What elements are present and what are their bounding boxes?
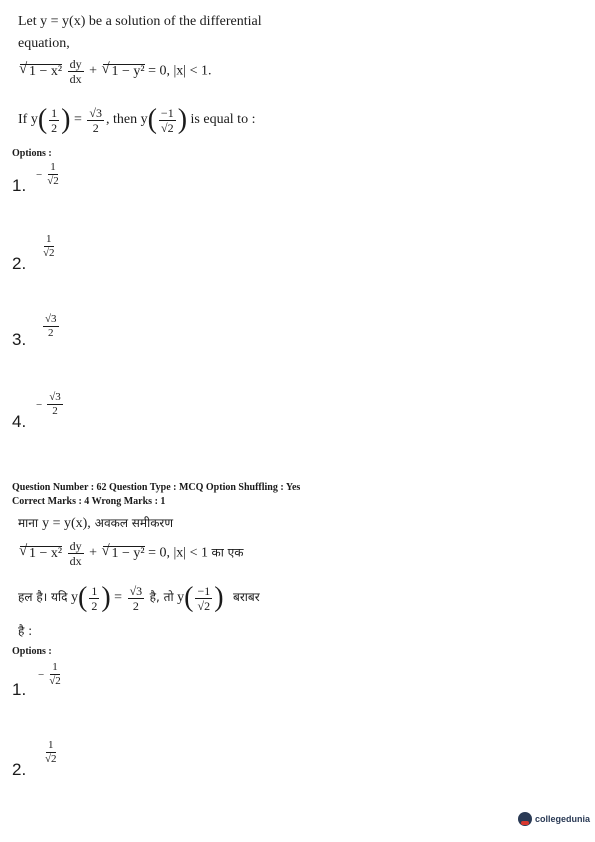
- differential-equation: √ 1 − x² $\frac{dy}{dx}$ + √ 1 − y² = 0, |x| < 1.: [18, 58, 212, 85]
- question-line-1: Let y = y(x) be a solution of the differential: [18, 14, 262, 29]
- hindi-question-line-1: माना y = y(x), अवकल समीकरण: [18, 516, 173, 531]
- question-line-2: equation,: [18, 36, 70, 51]
- sqrt-term-y: √ 1 − y²: [103, 64, 145, 79]
- hindi-differential-equation: √ 1 − x² $\frac{dy}{dx}$ + √ 1 − y² = 0, |x| < 1 का एक: [18, 540, 244, 567]
- condition-line: If y( $\frac{1}{2}$ ) = $\frac{√3}{2}$ , then y( $\frac{-1}{√2}$ ) is equal to :: [18, 104, 256, 135]
- options-label: Options :: [12, 148, 52, 159]
- hindi-options-label: Options :: [12, 646, 52, 657]
- logo-icon: [518, 812, 532, 826]
- collegedunia-logo: collegedunia: [518, 812, 590, 826]
- dy-dx-fraction: $\frac{dy}{dx}$: [69, 57, 82, 86]
- hindi-condition-line: हल है। यदि y( $\frac{1}{2}$ ) = $\frac{√3}{2}$ है, तो y( $\frac{-1}{√2}$ ) बराबर: [18, 582, 260, 613]
- question-meta-1: Question Number : 62 Question Type : MCQ Option Shuffling : Yes: [12, 482, 301, 493]
- hindi-question-last-line: है :: [18, 624, 33, 638]
- question-meta-2: Correct Marks : 4 Wrong Marks : 1: [12, 496, 166, 507]
- sqrt-term-x: √ 1 − x²: [20, 64, 62, 79]
